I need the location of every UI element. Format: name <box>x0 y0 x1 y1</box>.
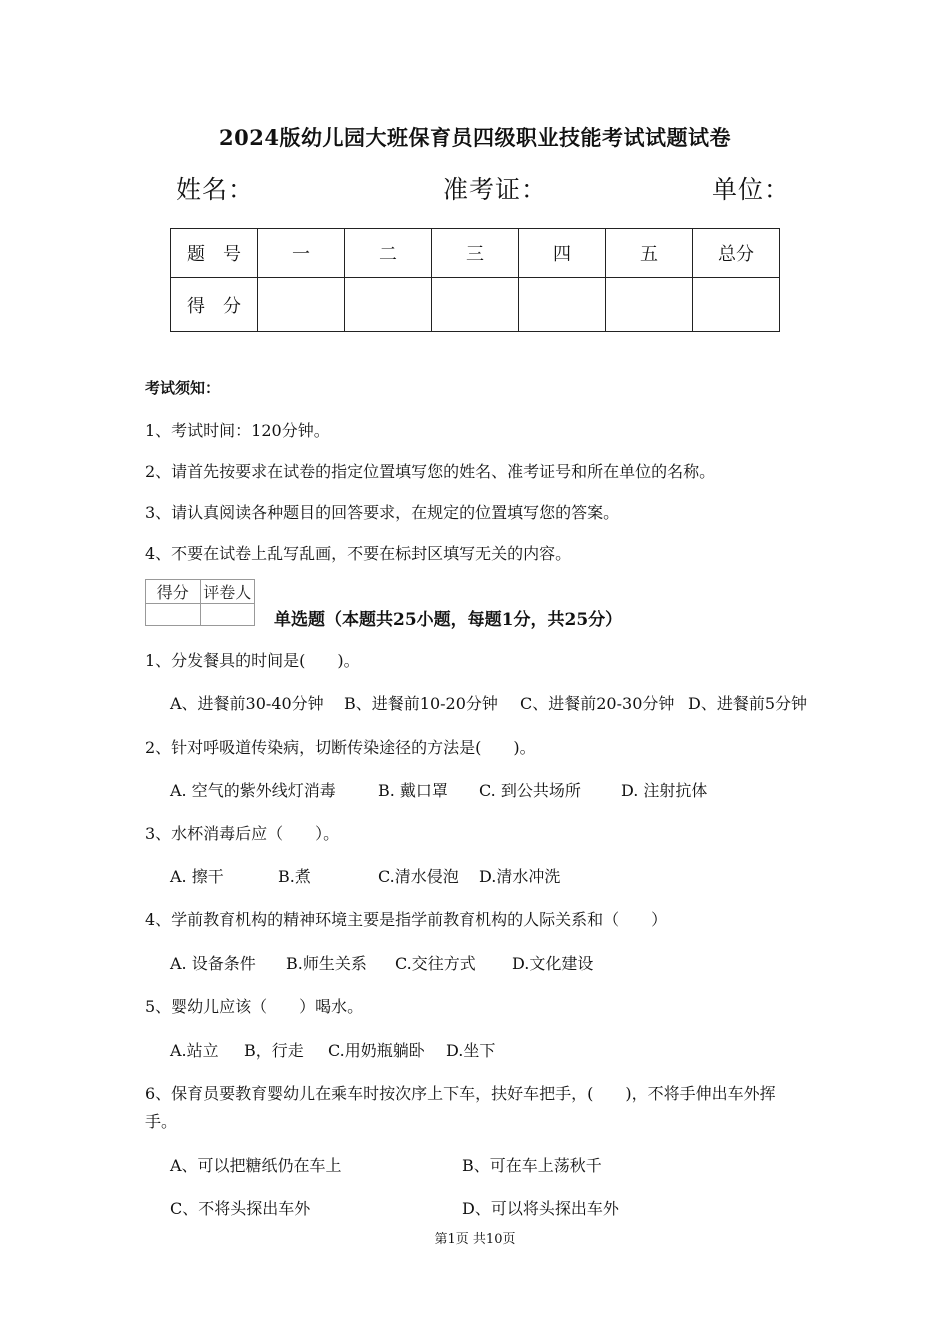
question-option: B、进餐前10-20分钟 <box>344 694 498 713</box>
question-option: D、可以将头探出车外 <box>462 1199 619 1218</box>
score-entry-cell[interactable] <box>258 278 345 332</box>
exam-number-label: 准考证： <box>443 175 548 204</box>
question-option: A. 擦干 <box>170 867 224 886</box>
question-option: B.师生关系 <box>286 954 367 973</box>
score-table-score-row <box>171 278 780 332</box>
score-entry-cell[interactable] <box>606 278 693 332</box>
score-table-cell: 题 号 <box>171 229 258 278</box>
score-table-header-row <box>171 229 780 278</box>
question-option: C.交往方式 <box>395 954 476 973</box>
notice-item: 3、请认真阅读各种题目的回答要求，在规定的位置填写您的答案。 <box>145 503 620 522</box>
page-title: 2024版幼儿园大班保育员四级职业技能考试试题试卷 <box>219 125 731 150</box>
notice-item: 4、不要在试卷上乱写乱画，不要在标封区填写无关的内容。 <box>145 544 572 563</box>
page-number: 第1页 共10页 <box>434 1232 516 1247</box>
question-text: 1、分发餐具的时间是( )。 <box>145 651 360 670</box>
grader-box <box>145 579 255 626</box>
score-entry-cell[interactable] <box>345 278 432 332</box>
score-table-cell: 得 分 <box>171 278 258 332</box>
score-table-cell: 总分 <box>693 229 780 278</box>
score-entry-cell[interactable] <box>693 278 780 332</box>
score-table-cell: 一 <box>258 229 345 278</box>
grader-score-cell[interactable] <box>146 604 201 626</box>
notice-item: 1、考试时间：120分钟。 <box>145 421 330 440</box>
question-option: C.用奶瓶躺卧 <box>328 1041 425 1060</box>
score-table-cell: 二 <box>345 229 432 278</box>
question-option: A.站立 <box>170 1041 219 1060</box>
question-option: D. 注射抗体 <box>621 781 708 800</box>
question-option: C.清水侵泡 <box>378 867 459 886</box>
name-label: 姓名： <box>176 175 255 204</box>
notice-heading: 考试须知： <box>145 379 221 397</box>
question-option: C、进餐前20-30分钟 <box>520 694 675 713</box>
score-table-cell: 四 <box>519 229 606 278</box>
question-text: 2、针对呼吸道传染病，切断传染途径的方法是( )。 <box>145 738 536 757</box>
question-text: 4、学前教育机构的精神环境主要是指学前教育机构的人际关系和（ ） <box>145 910 668 929</box>
question-option: B、可在车上荡秋千 <box>462 1156 602 1175</box>
score-entry-cell[interactable] <box>432 278 519 332</box>
notice-item: 2、请首先按要求在试卷的指定位置填写您的姓名、准考证号和所在单位的名称。 <box>145 462 716 481</box>
question-option: D.清水冲洗 <box>479 867 561 886</box>
score-table-cell: 五 <box>606 229 693 278</box>
question-option: B. 戴口罩 <box>378 781 448 800</box>
question-option: A. 设备条件 <box>170 954 256 973</box>
question-option: C. 到公共场所 <box>479 781 581 800</box>
question-option: A、可以把糖纸仍在车上 <box>170 1156 342 1175</box>
question-option: D、进餐前5分钟 <box>688 694 808 713</box>
score-table <box>170 228 780 332</box>
score-table-cell: 三 <box>432 229 519 278</box>
question-option: B.煮 <box>278 867 311 886</box>
question-option: A、进餐前30-40分钟 <box>170 694 324 713</box>
question-text: 5、婴幼儿应该（ ）喝水。 <box>145 997 364 1016</box>
question-option: D.坐下 <box>446 1041 496 1060</box>
question-text-continued: 手。 <box>145 1112 178 1131</box>
unit-label: 单位： <box>712 175 791 204</box>
section-title: 单选题（本题共25小题，每题1分，共25分） <box>274 610 623 630</box>
question-option: C、不将头探出车外 <box>170 1199 311 1218</box>
grader-score-label: 得分 <box>146 580 201 604</box>
question-text: 3、水杯消毒后应（ ）。 <box>145 824 340 843</box>
question-option: A. 空气的紫外线灯消毒 <box>170 781 336 800</box>
grader-name-cell[interactable] <box>200 604 255 626</box>
question-option: D.文化建设 <box>512 954 594 973</box>
question-text: 6、保育员要教育婴幼儿在乘车时按次序上下车，扶好车把手，( )，不将手伸出车外挥 <box>145 1084 776 1103</box>
grader-name-label: 评卷人 <box>200 580 255 604</box>
question-option: B，行走 <box>244 1041 304 1060</box>
score-entry-cell[interactable] <box>519 278 606 332</box>
